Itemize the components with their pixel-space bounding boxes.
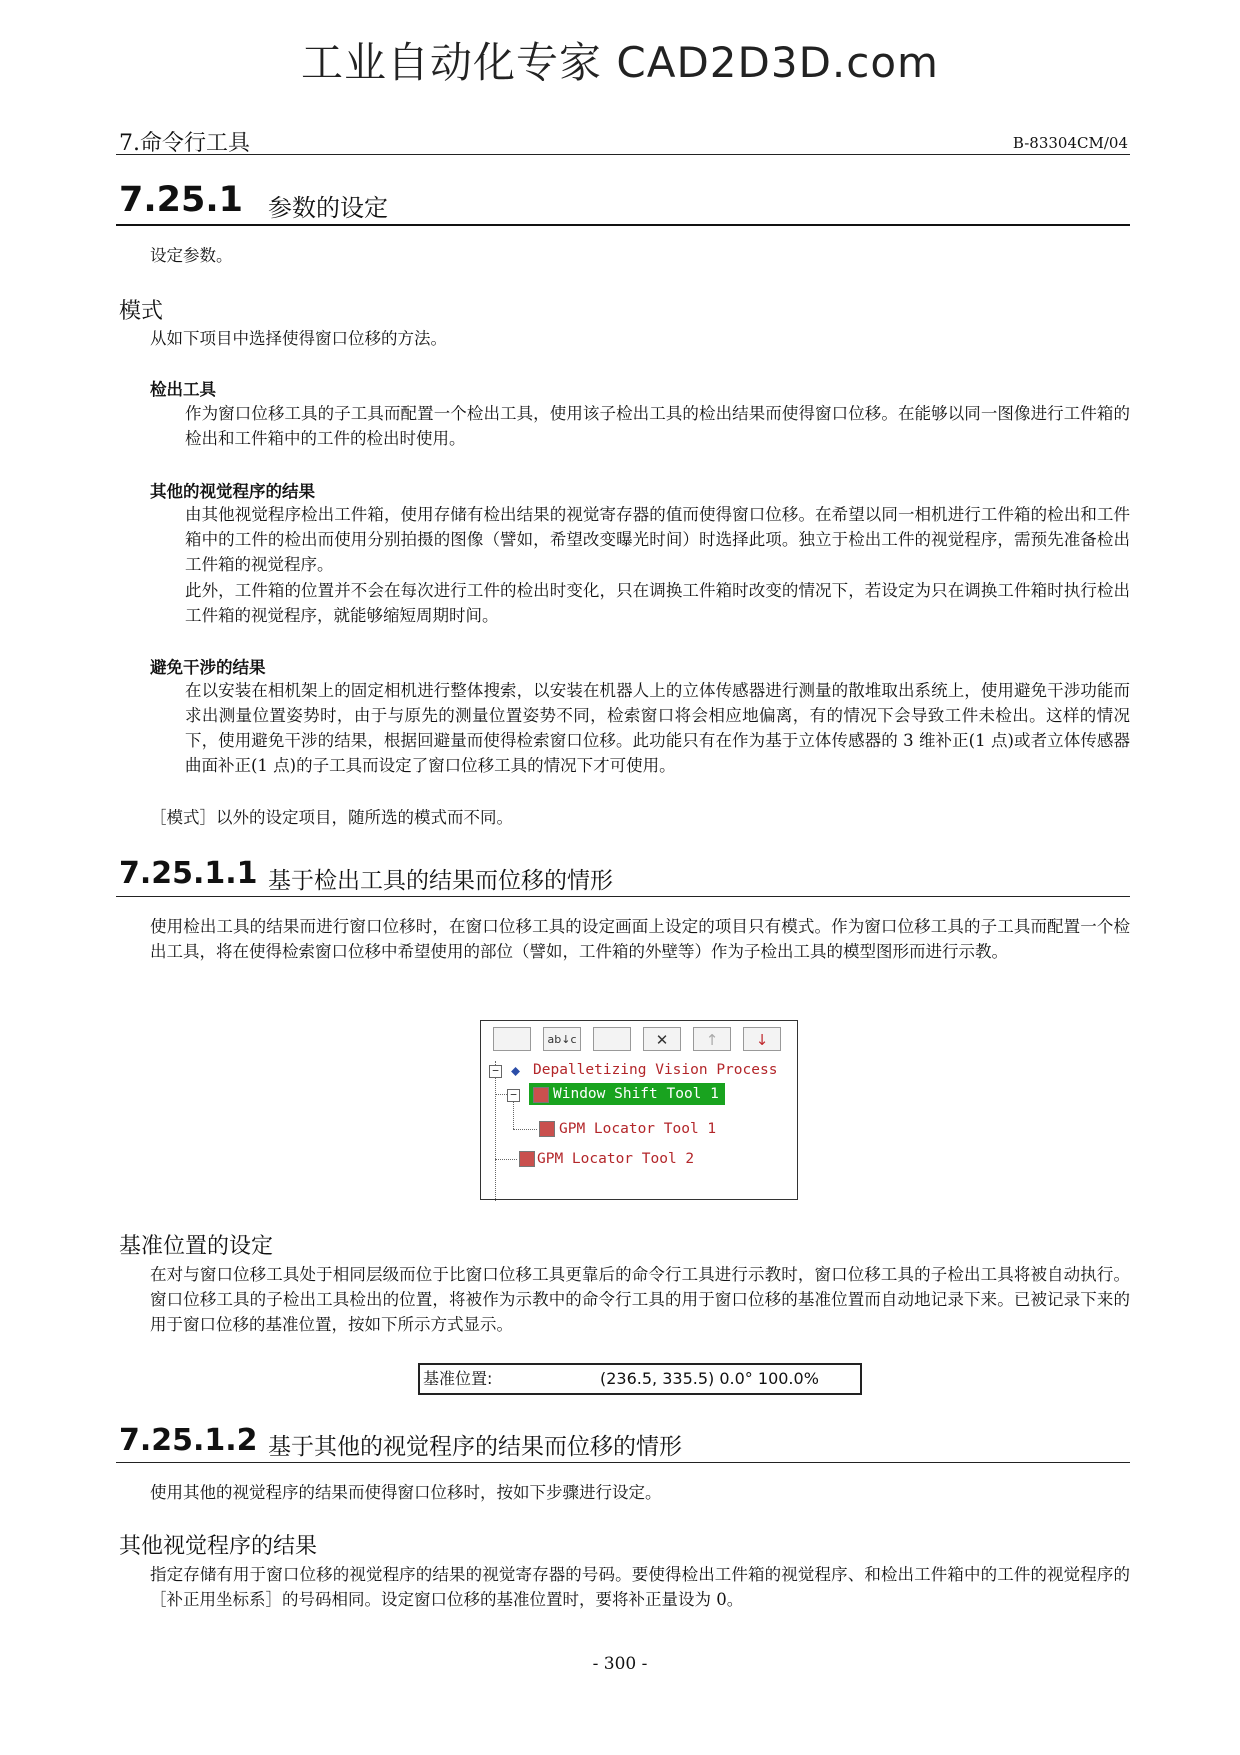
other-text: 指定存储有用于窗口位移的视觉程序的结果的视觉寄存器的号码。要使得检出工件箱的视觉程序、和检出工件箱中的工件的视觉程序的［补正用坐标系］的号码相同。设定窗口位移的基准位置时，要将补正量设为 0。 xyxy=(150,1565,1130,1609)
page-number: - 300 - xyxy=(592,1654,648,1674)
collapse-toggle[interactable]: − xyxy=(507,1089,520,1102)
mode-item-title: 其他的视觉程序的结果 xyxy=(150,482,315,501)
tree-node-window-shift[interactable]: Window Shift Tool 1 xyxy=(529,1083,725,1105)
sub2-text: 使用其他的视觉程序的结果而使得窗口位移时，按如下步骤进行设定。 xyxy=(150,1483,662,1502)
tree-line xyxy=(495,1061,496,1201)
sub2-title: 基于其他的视觉程序的结果而位移的情形 xyxy=(268,1434,682,1460)
watermark: 工业自动化专家 CAD2D3D.com xyxy=(301,38,939,87)
header-rule xyxy=(116,154,1130,155)
reference-position-label: 基准位置: xyxy=(423,1369,493,1388)
ref-heading: 基准位置的设定 xyxy=(119,1234,274,1259)
tree-line xyxy=(513,1101,514,1129)
window-shift-icon xyxy=(533,1087,549,1103)
tree-node-process[interactable]: Depalletizing Vision Process xyxy=(533,1062,778,1078)
header-doc-id: B-83304CM/04 xyxy=(1012,134,1128,152)
sub1-title: 基于检出工具的结果而位移的情形 xyxy=(268,868,613,894)
copy-icon[interactable] xyxy=(593,1027,631,1051)
mode-item-text: 由其他视觉程序检出工件箱，使用存储有检出结果的视觉寄存器的值而使得窗口位移。在希望以同一相机进行工件箱的检出和工件箱中的工件的检出而使用分别拍摄的图像（譬如，希望改变曝光时间）时选择此项。独立于检出工件的视觉程序，需预先准备检出工件箱的视觉程序。 xyxy=(185,505,1130,574)
delete-icon[interactable]: ✕ xyxy=(643,1027,681,1051)
section-intro: 设定参数。 xyxy=(150,246,233,265)
tree-node-gpm-1[interactable]: GPM Locator Tool 1 xyxy=(559,1121,717,1137)
section-rule xyxy=(116,224,1130,226)
other-heading: 其他视觉程序的结果 xyxy=(119,1534,318,1559)
gpm-locator-icon xyxy=(539,1121,555,1137)
tree-line xyxy=(495,1159,517,1160)
process-tree-panel xyxy=(480,1020,798,1200)
tree-node-gpm-2[interactable]: GPM Locator Tool 2 xyxy=(537,1151,695,1167)
sub2-rule xyxy=(116,1462,1130,1463)
new-page-icon[interactable] xyxy=(493,1027,531,1051)
collapse-toggle[interactable]: − xyxy=(489,1065,502,1078)
vision-process-icon: ⬥ xyxy=(511,1064,521,1079)
rename-icon[interactable]: ab↓c xyxy=(543,1027,581,1051)
sub1-number: 7.25.1.1 xyxy=(119,856,258,891)
sub2-number: 7.25.1.2 xyxy=(119,1423,258,1458)
move-down-icon[interactable]: ↓ xyxy=(743,1027,781,1051)
mode-item-title: 避免干涉的结果 xyxy=(150,658,266,677)
section-number: 7.25.1 xyxy=(119,180,244,220)
mode-note: ［模式］以外的设定项目，随所选的模式而不同。 xyxy=(150,808,513,827)
mode-item-text-2: 此外，工件箱的位置并不会在每次进行工件的检出时变化，只在调换工件箱时改变的情况下，若设定为只在调换工件箱时执行检出工件箱的视觉程序，就能够缩短周期时间。 xyxy=(185,581,1130,625)
reference-position-value: (236.5, 335.5) 0.0° 100.0% xyxy=(600,1369,819,1388)
mode-item-title: 检出工具 xyxy=(150,380,216,399)
tree-line xyxy=(513,1129,537,1130)
ref-text: 在对与窗口位移工具处于相同层级而位于比窗口位移工具更靠后的命令行工具进行示教时，窗口位移工具的子检出工具将被自动执行。窗口位移工具的子检出工具检出的位置，将被作为示教中的命令行工具的用于窗口位移的基准位置而自动地记录下来。已被记录下来的用于窗口位移的基准位置，按如下所示方式显示。 xyxy=(150,1265,1130,1334)
reference-position-box xyxy=(418,1363,862,1395)
sub1-text: 使用检出工具的结果而进行窗口位移时，在窗口位移工具的设定画面上设定的项目只有模式。作为窗口位移工具的子工具而配置一个检出工具，将在使得检索窗口位移中希望使用的部位（譬如，工件箱的外壁等）作为子检出工具的模型图形而进行示教。 xyxy=(150,917,1130,961)
gpm-locator-icon xyxy=(519,1151,535,1167)
section-title: 参数的设定 xyxy=(268,194,388,222)
mode-heading: 模式 xyxy=(119,299,164,324)
header-chapter: 7.命令行工具 xyxy=(119,131,250,156)
mode-intro: 从如下项目中选择使得窗口位移的方法。 xyxy=(150,329,447,348)
mode-item-text: 在以安装在相机架上的固定相机进行整体搜索，以安装在机器人上的立体传感器进行测量的散堆取出系统上，使用避免干涉功能而求出测量位置姿势时，由于与原先的测量位置姿势不同，检索窗口将会相应地偏离，有的情况下会导致工件未检出。这样的情况下，使用避免干涉的结果，根据回避量而使得检索窗口位移。此功能只有在作为基于立体传感器的 3 维补正(1 点)或者立体传感器曲面补正(1 点)的子工具而设定了窗口位移工具的情况下才可使用。 xyxy=(185,681,1130,775)
sub1-rule xyxy=(116,896,1130,897)
move-up-icon[interactable]: ↑ xyxy=(693,1027,731,1051)
mode-item-text: 作为窗口位移工具的子工具而配置一个检出工具，使用该子检出工具的检出结果而使得窗口位移。在能够以同一图像进行工件箱的检出和工件箱中的工件的检出时使用。 xyxy=(185,404,1130,448)
